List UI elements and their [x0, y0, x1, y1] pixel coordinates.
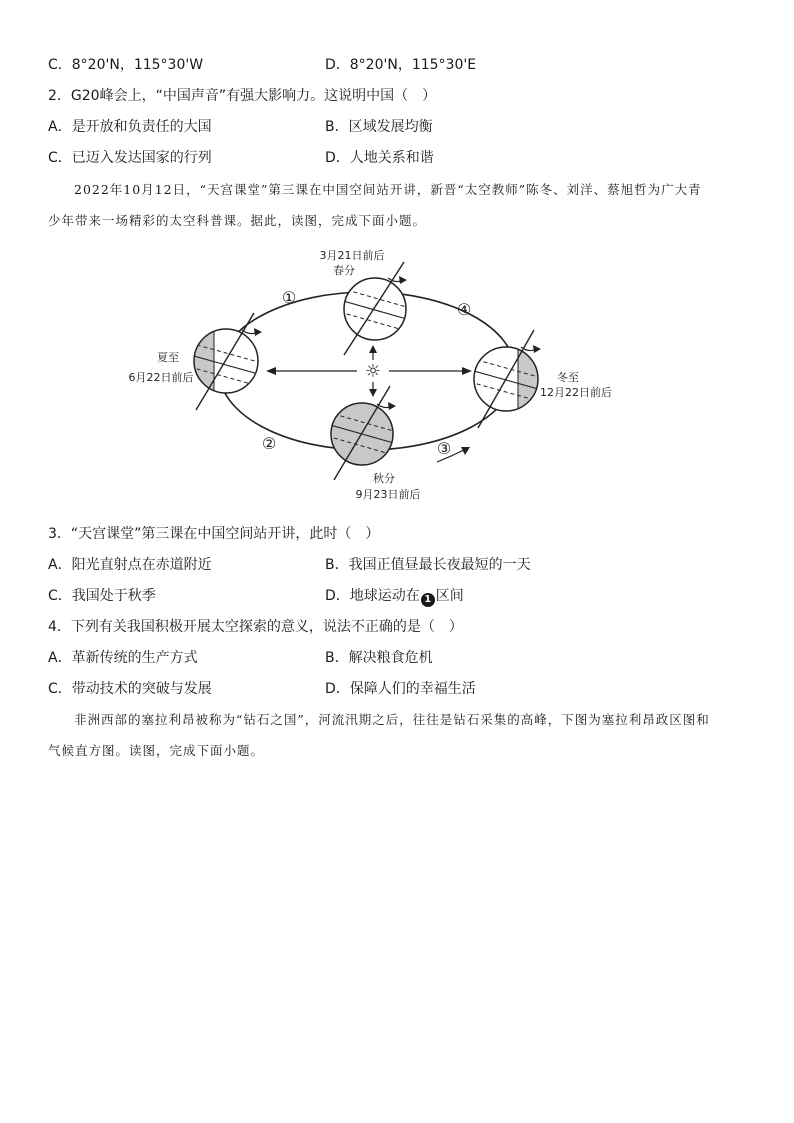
q2-stem: 2．G20峰会上，“中国声音”有强大影响力。这说明中国（ ）	[48, 88, 437, 104]
q4-option-c: C．带动技术的突破与发展	[48, 681, 212, 697]
q3-option-c: C．我国处于秋季	[48, 588, 156, 604]
earth-revolution-diagram	[0, 240, 794, 510]
orbit-segment-label-2: ②	[261, 434, 277, 453]
sun-icon: ☼	[364, 361, 382, 382]
summer-solstice-date: 6月22日前后	[128, 371, 194, 384]
spring-equinox-date: 3月21日前后	[319, 249, 385, 262]
winter-solstice-name: 冬至	[557, 371, 579, 384]
q3-option-d	[325, 587, 464, 607]
spring-equinox-name: 春分	[333, 264, 355, 277]
orbit-segment-label-4: ④	[456, 300, 472, 319]
q1-option-c: C．8°20'N，115°30'W	[48, 57, 204, 73]
autumn-equinox-name: 秋分	[373, 472, 395, 485]
passage-sierra-leone-line1: 非洲西部的塞拉利昂被称为“钻石之国”，河流汛期之后，往往是钻石采集的高峰，下图为塞拉利昂政区图和	[74, 712, 710, 727]
summer-solstice-name: 夏至	[157, 351, 179, 364]
q2-option-c: C．已迈入发达国家的行列	[48, 150, 212, 166]
q2-option-b: B．区域发展均衡	[325, 119, 433, 135]
q3-option-d-suffix: 区间	[435, 588, 464, 604]
q3-option-d-prefix: D．地球运动在	[325, 588, 420, 604]
q4-option-d: D．保障人们的幸福生活	[325, 681, 476, 697]
q2-option-d: D．人地关系和谐	[325, 150, 434, 166]
q4-option-a: A．革新传统的生产方式	[48, 650, 198, 666]
q2-option-a: A．是开放和负责任的大国	[48, 119, 212, 135]
q3-option-b: B．我国正值昼最长夜最短的一天	[325, 557, 531, 573]
q4-stem: 4．下列有关我国积极开展太空探索的意义，说法不正确的是（ ）	[48, 619, 463, 635]
passage-tiangong-line2: 少年带来一场精彩的太空科普课。据此，读图，完成下面小题。	[48, 213, 427, 228]
q1-option-d: D．8°20'N，115°30'E	[325, 57, 477, 73]
segment-1-mark: 1	[421, 593, 435, 607]
q4-option-b: B．解决粮食危机	[325, 650, 433, 666]
passage-tiangong	[48, 174, 748, 236]
passage-sierra-leone-line2: 气候直方图。读图，完成下面小题。	[48, 743, 265, 758]
q3-stem: 3．“天宫课堂”第三课在中国空间站开讲，此时（ ）	[48, 526, 380, 542]
q3-option-a: A．阳光直射点在赤道附近	[48, 557, 212, 573]
passage-tiangong-line1: 2022年10月12日，“天宫课堂”第三课在中国空间站开讲，新晋“太空教师”陈冬、刘洋、蔡旭哲为广大青	[74, 182, 702, 197]
sun-group	[266, 345, 472, 397]
orbit-segment-label-1: ①	[281, 288, 297, 307]
autumn-equinox-date: 9月23日前后	[355, 488, 421, 501]
orbit-segment-label-3: ③	[436, 439, 452, 458]
passage-sierra-leone	[48, 704, 748, 766]
winter-solstice-date: 12月22日前后	[540, 386, 612, 399]
earth-autumn-equinox	[327, 386, 397, 480]
